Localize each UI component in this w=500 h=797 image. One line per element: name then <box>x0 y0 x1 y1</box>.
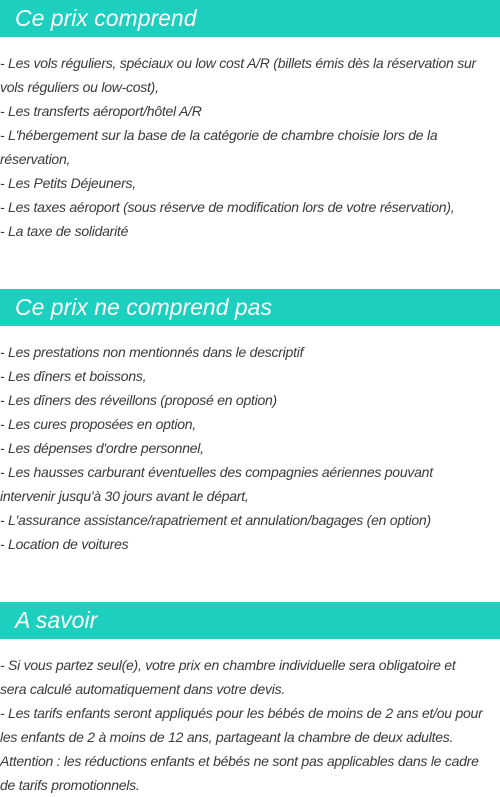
list-item: - Location de voitures <box>0 536 129 552</box>
list-item: - Si vous partez seul(e), votre prix en chambre individuelle sera obligatoire et <box>0 657 456 673</box>
list-item: Attention : les réductions enfants et bébés ne sont pas applicables dans le cadre <box>0 753 479 769</box>
list-item: - Les vols réguliers, spéciaux ou low cost A/R (billets émis dès la réservation sur <box>0 55 476 71</box>
section-title-good-to-know: A savoir <box>0 602 500 639</box>
list-item: les enfants de 2 à moins de 12 ans, partageant la chambre de deux adultes. <box>0 729 454 745</box>
list-item: - Les dépenses d'ordre personnel, <box>0 440 204 456</box>
list-item: - Les Petits Déjeuners, <box>0 175 136 191</box>
section-included <box>0 0 500 243</box>
list-item: réservation, <box>0 151 71 167</box>
list-item: - Les cures proposées en option, <box>0 416 196 432</box>
section-good-to-know <box>0 602 500 797</box>
section-title-not-included: Ce prix ne comprend pas <box>0 289 500 326</box>
list-item: - Les transferts aéroport/hôtel A/R <box>0 103 202 119</box>
section-title-included: Ce prix comprend <box>0 0 500 37</box>
list-item: - L'assurance assistance/rapatriement et annulation/bagages (en option) <box>0 512 431 528</box>
list-item: vols réguliers ou low-cost), <box>0 79 159 95</box>
list-item: sera calculé automatiquement dans votre devis. <box>0 681 285 697</box>
list-item: de tarifs promotionnels. <box>0 777 140 793</box>
list-item: - Les dîners des réveillons (proposé en option) <box>0 392 277 408</box>
list-item: - Les prestations non mentionnés dans le descriptif <box>0 344 304 360</box>
list-item: intervenir jusqu'à 30 jours avant le départ, <box>0 488 249 504</box>
list-item: - La taxe de solidarité <box>0 223 129 239</box>
list-item: - Les taxes aéroport (sous réserve de modification lors de votre réservation), <box>0 199 455 215</box>
list-item: - Les tarifs enfants seront appliqués pour les bébés de moins de 2 ans et/ou pour <box>0 705 483 721</box>
included-list <box>0 51 500 243</box>
not-included-list <box>0 340 500 556</box>
list-item: - Les dîners et boissons, <box>0 368 147 384</box>
good-to-know-list <box>0 653 500 797</box>
list-item: - Les hausses carburant éventuelles des compagnies aériennes pouvant <box>0 464 433 480</box>
section-not-included <box>0 289 500 556</box>
list-item: - L'hébergement sur la base de la catégorie de chambre choisie lors de la <box>0 127 438 143</box>
